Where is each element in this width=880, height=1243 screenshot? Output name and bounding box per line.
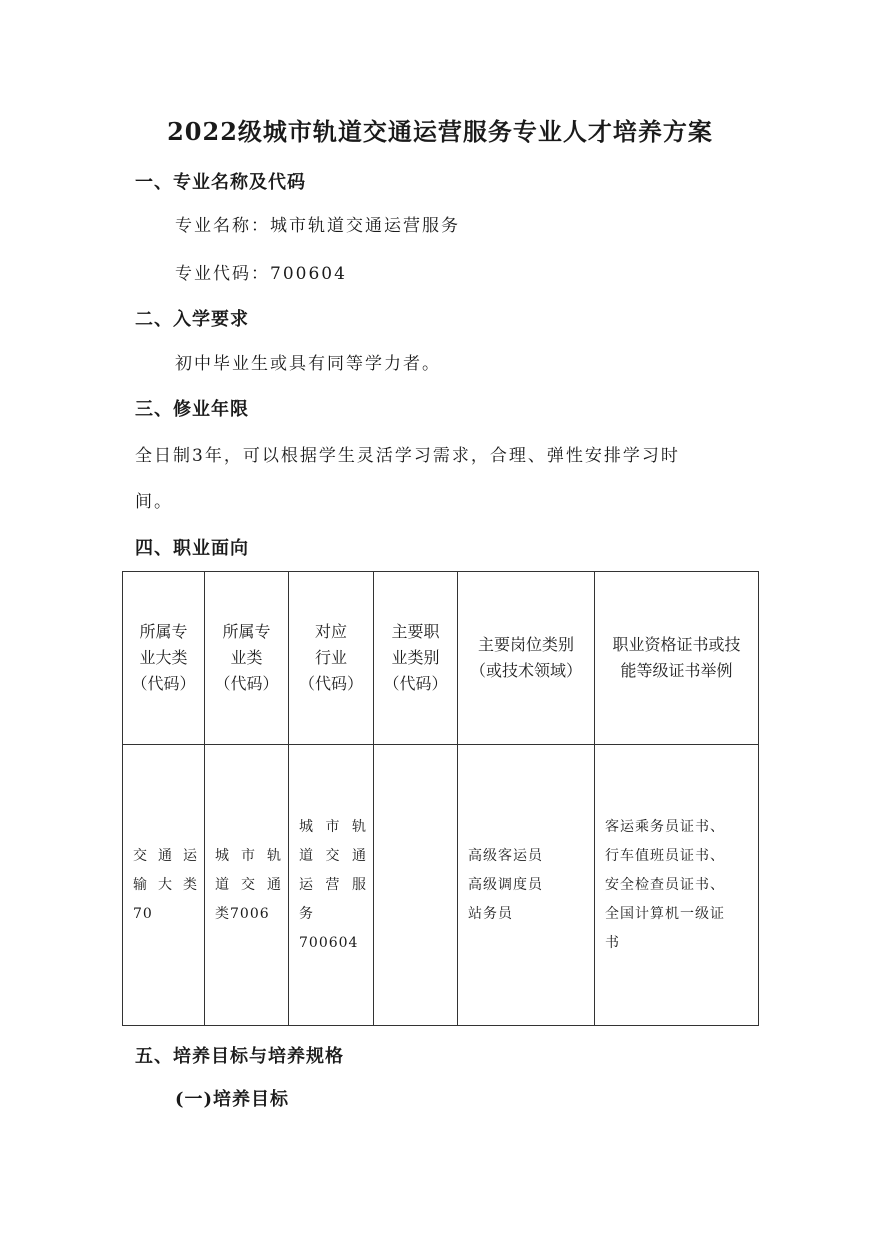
header-cell-major-class: 所属专 业类 （代码）	[205, 572, 289, 745]
table-row	[123, 745, 759, 1026]
cell-certificates: 客运乘务员证书、 行车值班员证书、 安全检查员证书、 全国计算机一级证 书	[595, 745, 759, 1026]
occupation-table	[122, 571, 759, 1026]
major-name-line: 专业名称：城市轨道交通运营服务	[175, 216, 460, 236]
cell-industry: 城市轨 道交通 运营服 务 700604	[289, 745, 374, 1026]
cell-major-category: 交通运 输大类 70	[123, 745, 205, 1026]
section-1-heading: 一、专业名称及代码	[135, 172, 306, 193]
section-3-heading: 三、修业年限	[135, 399, 249, 420]
header-cell-certificates: 职业资格证书或技 能等级证书举例	[595, 572, 759, 745]
header-cell-industry: 对应 行业 （代码）	[289, 572, 374, 745]
major-code-line: 专业代码：700604	[175, 264, 347, 284]
section-4-heading: 四、职业面向	[135, 538, 249, 559]
section-5-subheading: (一)培养目标	[175, 1089, 290, 1110]
document-title: 2022级城市轨道交通运营服务专业人才培养方案	[167, 117, 713, 146]
header-cell-major-category: 所属专 业大类 （代码）	[123, 572, 205, 745]
cell-positions: 高级客运员 高级调度员 站务员	[458, 745, 595, 1026]
duration-text-line-1: 全日制3年，可以根据学生灵活学习需求，合理、弹性安排学习时	[135, 446, 680, 466]
duration-text-line-2: 间。	[135, 492, 173, 512]
section-2-heading: 二、入学要求	[135, 309, 249, 330]
header-cell-positions: 主要岗位类别 （或技术领域）	[458, 572, 595, 745]
section-5-heading: 五、培养目标与培养规格	[135, 1046, 344, 1067]
header-cell-occupation: 主要职 业类别 （代码）	[374, 572, 458, 745]
cell-major-class: 城市轨 道交通 类7006	[205, 745, 289, 1026]
admission-text: 初中毕业生或具有同等学力者。	[175, 354, 441, 374]
cell-occupation-empty	[374, 745, 458, 1026]
table-header-row	[123, 572, 759, 745]
